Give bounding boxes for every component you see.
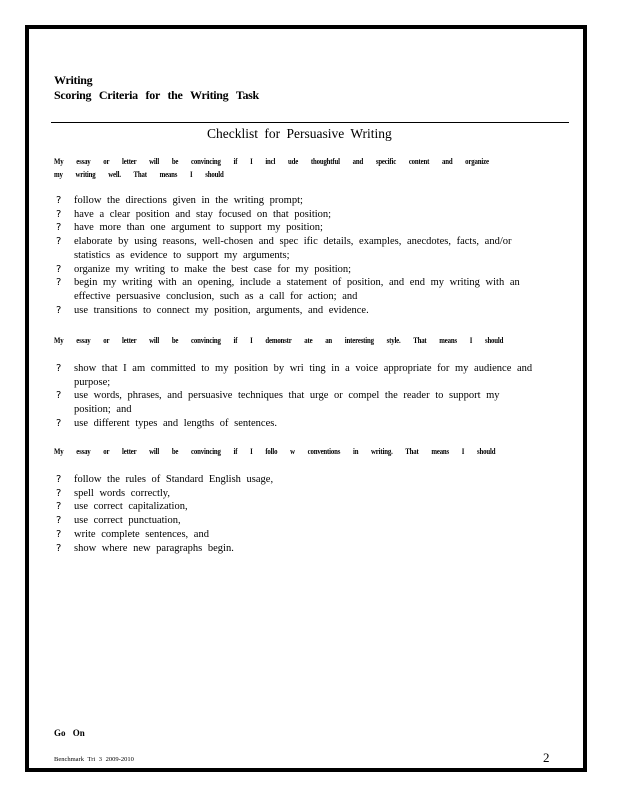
checklist-item: ? follow the directions given in the writing prompt; [56,195,303,206]
footer-benchmark: Benchmark Tri 3 2009-2010 [54,756,134,763]
checklist-item: ? use correct punctuation, [56,515,181,527]
question-mark-bullet-icon: ? [56,542,62,554]
question-mark-bullet-icon: ? [56,222,62,234]
header-scoring-criteria: Scoring Criteria for the Writing Task [54,88,259,102]
go-on-label: Go On [54,728,85,738]
section-1-checklist [56,194,534,317]
checklist-title: Checklist for Persuasive Writing [207,126,392,141]
header-divider [51,122,569,123]
checklist-item: ? follow the rules of Standard English usage, [56,474,274,485]
checklist-item: ? use different types and lengths of sentences. [56,417,277,429]
section-3-checklist [56,473,534,555]
checklist-item: ? spell words correctly, [56,487,170,499]
checklist-item: ? write complete sentences, and [56,528,209,540]
question-mark-bullet-icon: ? [56,515,62,527]
question-mark-bullet-icon: ? [56,501,62,513]
checklist-item: ? use words, phrases, and persuasive techniques that urge or compel the reader to support my position; and [56,390,500,416]
checklist-item: ? begin my writing with an opening, include a statement of position, and end my writing with an effective persuasive conclusion, such as a call for action; and [56,277,520,302]
question-mark-bullet-icon: ? [56,263,62,275]
question-mark-bullet-icon: ? [56,474,62,485]
question-mark-bullet-icon: ? [56,195,62,206]
section-3-intro: My essay or letter will be convincing if I follo w conventions in writing. That means I should [54,446,496,456]
header-writing: Writing [54,73,93,87]
checklist-item: ? organize my writing to make the best case for my position; [56,263,352,275]
checklist-item: ? use transitions to connect my position, arguments, and evidence. [56,304,369,316]
page-number: 2 [543,750,550,765]
question-mark-bullet-icon: ? [56,390,62,402]
document-page [25,25,587,772]
checklist-item: ? show that I am committed to my position by wri ting in a voice appropriate for my audience and purpose; [56,363,533,388]
question-mark-bullet-icon: ? [56,363,62,374]
section-2-checklist [56,362,534,431]
checklist-item: ? have a clear position and stay focused on that position; [56,208,332,220]
question-mark-bullet-icon: ? [56,208,62,220]
checklist-item: ? use correct capitalization, [56,501,188,513]
checklist-item: ? have more than one argument to support my position; [56,222,323,234]
question-mark-bullet-icon: ? [56,236,62,248]
question-mark-bullet-icon: ? [56,304,62,316]
question-mark-bullet-icon: ? [56,487,62,499]
section-2-intro: My essay or letter will be convincing if I demonstr ate an interesting style. That means I should [54,335,504,345]
section-1-intro-line-2: my writing well. That means I should [54,169,224,179]
question-mark-bullet-icon: ? [56,528,62,540]
checklist-item: ? show where new paragraphs begin. [56,542,234,554]
question-mark-bullet-icon: ? [56,277,62,289]
question-mark-bullet-icon: ? [56,417,62,429]
section-1-intro-line-1: My essay or letter will be convincing if I incl ude thoughtful and specific content and organize [54,156,489,166]
checklist-item: ? elaborate by using reasons, well-chosen and spec ific details, examples, anecdotes, facts, and/or statistics as evidence to support my arguments; [56,236,512,261]
